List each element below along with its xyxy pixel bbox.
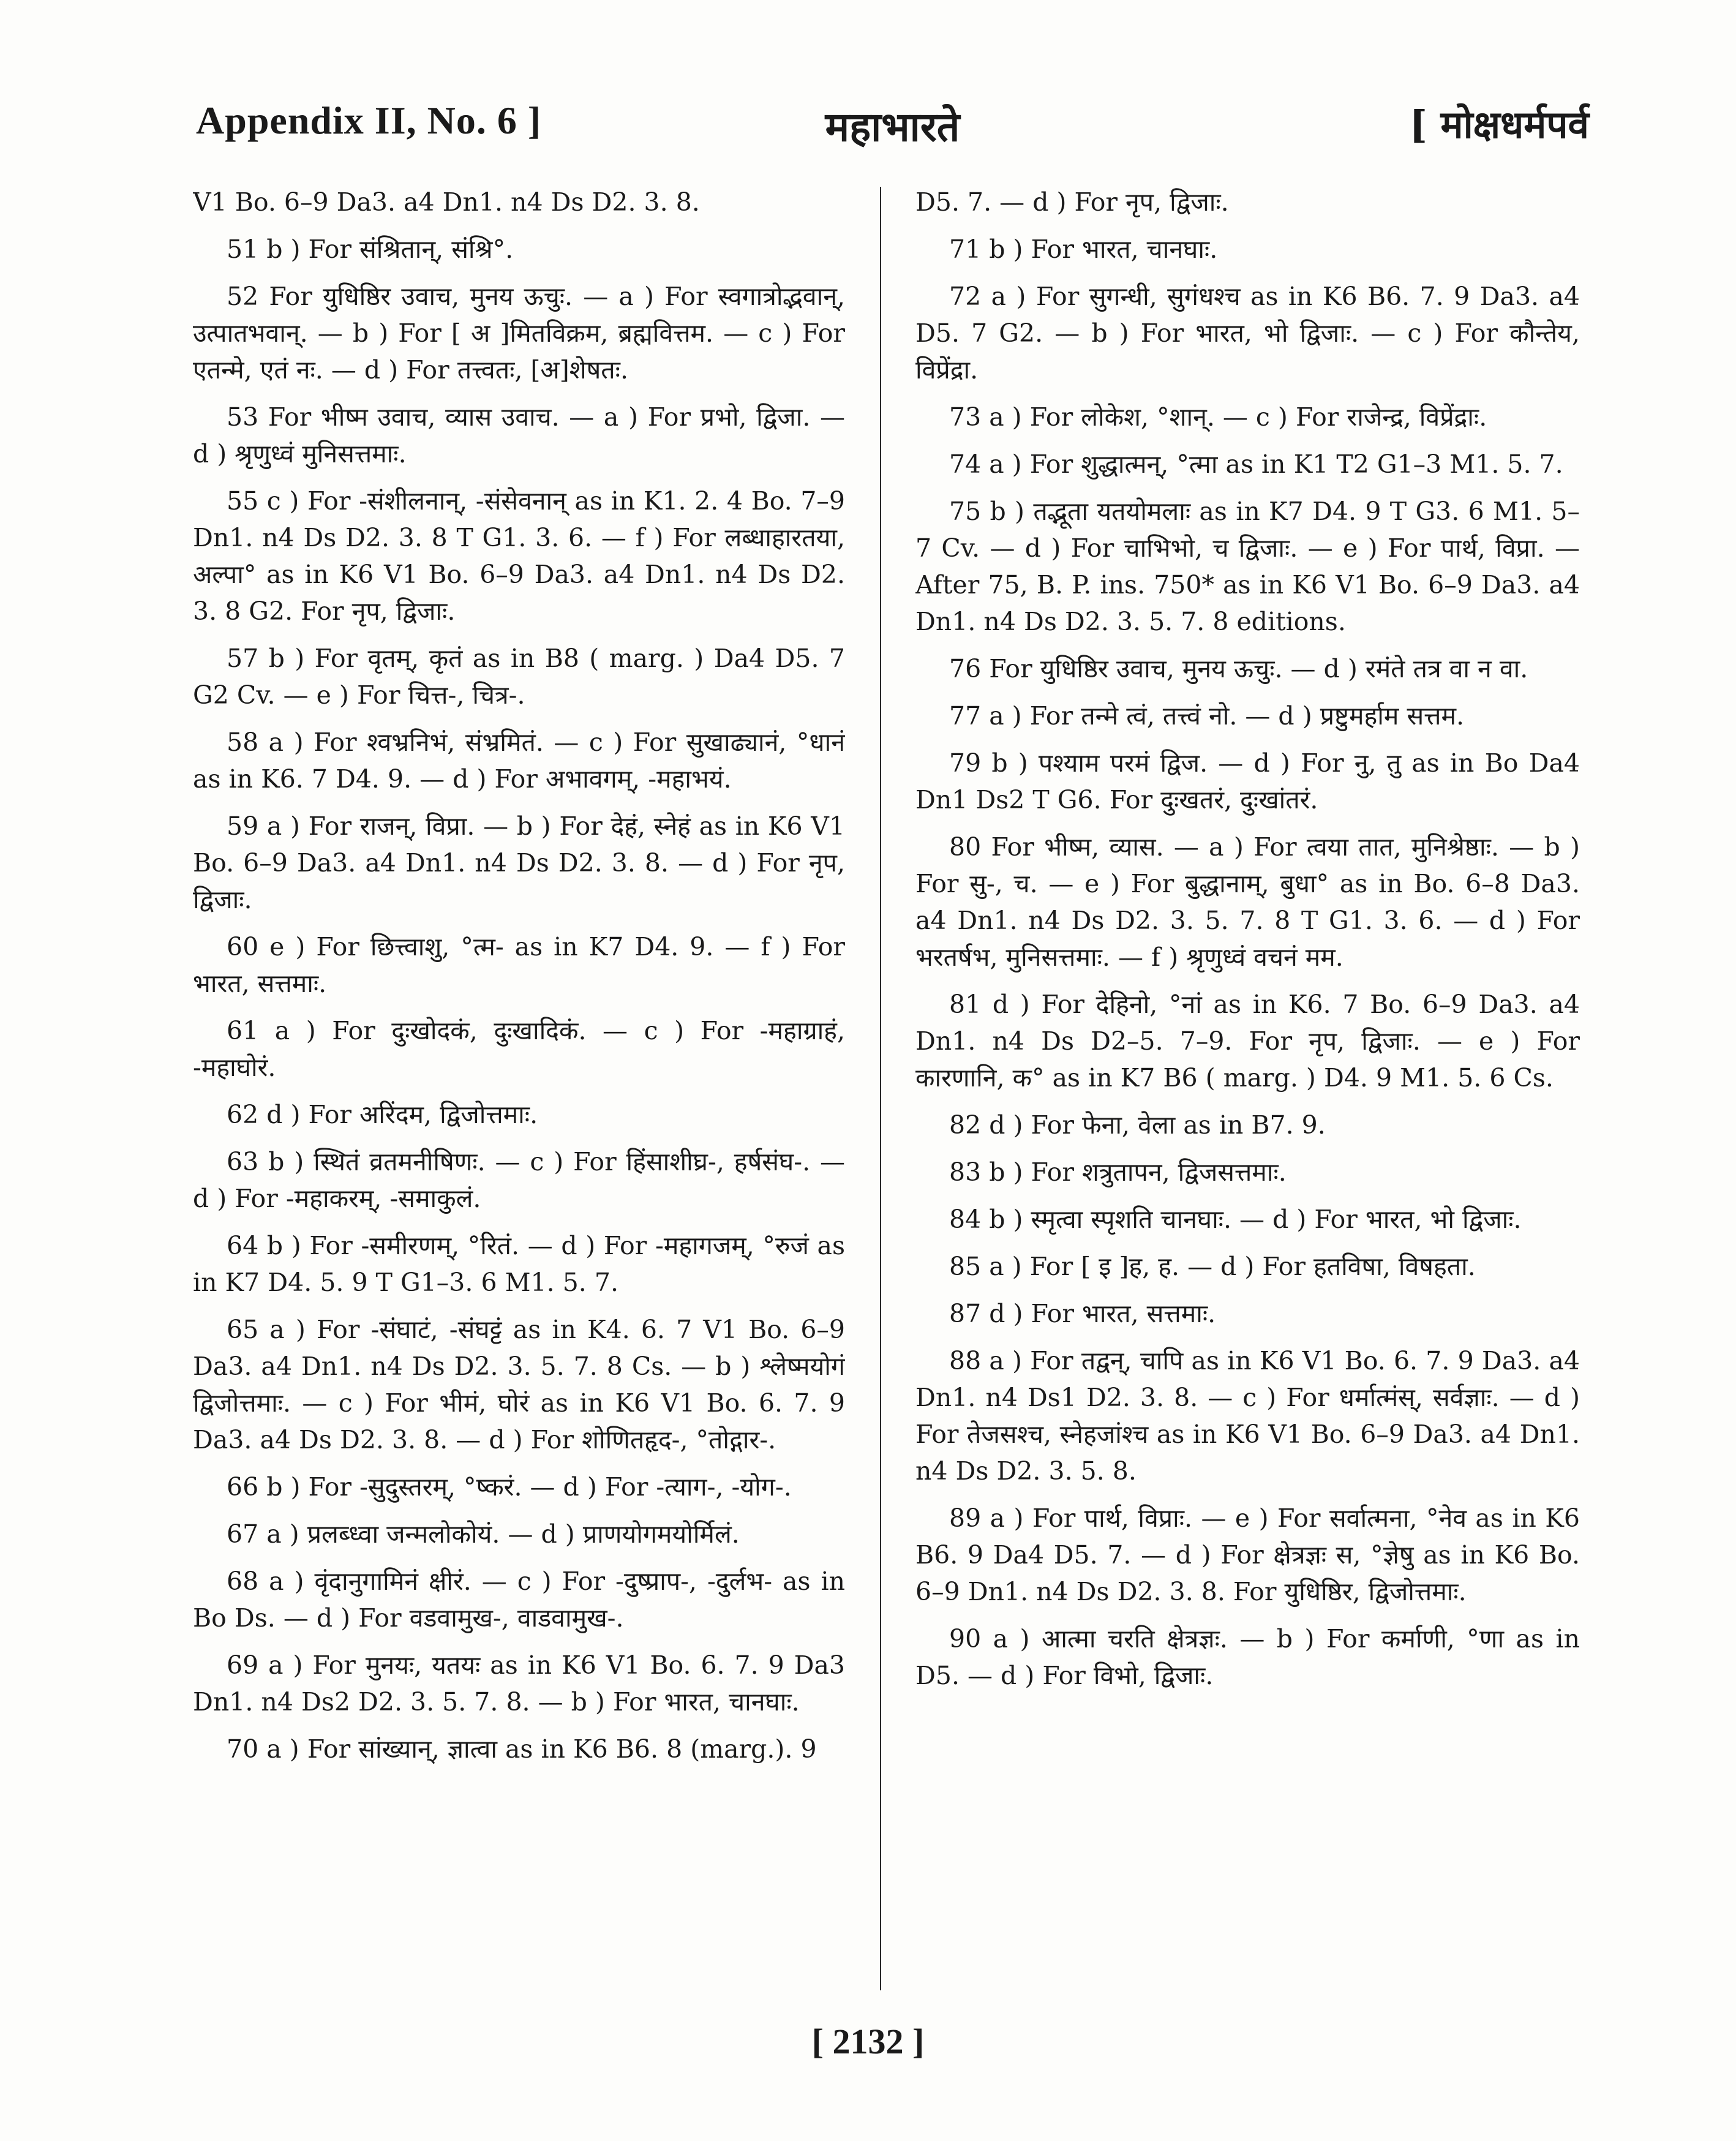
note-paragraph: 77 a ) For तन्मे त्वं, तत्त्वं नो. — d ) प्रष्टुमर्हाम सत्तम. — [949, 701, 1465, 731]
note-paragraph: 60 e ) For छित्त्वाशु, °त्म- as in K7 D4. 9. — f ) For भारत, सत्तमाः. — [193, 932, 845, 998]
note-paragraph: 88 a ) For तद्वन्, चापि as in K6 V1 Bo. 6. 7. 9 Da3. a4 Dn1. n4 Ds1 D2. 3. 8. — c ) For धर्मात्मंस्, सर्वज्ञाः. — d ) For तेजसश्च, स्नेहजांश्च as in K6 V1 Bo. 6–9 Da3. a4 Dn1. n4 Ds D2. 3. 5. 8. — [915, 1346, 1580, 1486]
note-paragraph: V1 Bo. 6–9 Da3. a4 Dn1. n4 Ds D2. 3. 8. — [193, 187, 700, 217]
note-paragraph: 71 b ) For भारत, चानघाः. — [949, 235, 1218, 264]
note-paragraph: 61 a ) For दुःखोदकं, दुःखादिकं. — c ) For -महाग्राहं, -महाघोरं. — [193, 1016, 845, 1082]
note-paragraph: 83 b ) For शत्रुतापन, द्विजसत्तमाः. — [949, 1157, 1287, 1187]
note-paragraph: 58 a ) For श्वभ्रनिभं, संभ्रमितं. — c ) For सुखाढ्यानं, °धानं as in K6. 7 D4. 9. — d ) For अभावगम्, -महाभयं. — [193, 728, 845, 794]
note-paragraph: 66 b ) For -सुदुस्तरम्, °ष्करं. — d ) For -त्याग-, -योग-. — [227, 1472, 792, 1502]
note-paragraph: 74 a ) For शुद्धात्मन्, °त्मा as in K1 T2 G1–3 M1. 5. 7. — [949, 450, 1563, 479]
note-paragraph: 59 a ) For राजन्, विप्रा. — b ) For देहं, स्नेहं as in K6 V1 Bo. 6–9 Da3. a4 Dn1. n4 Ds D2. 3. 8. — d ) For नृप, द्विजाः. — [193, 811, 845, 914]
note-paragraph: 65 a ) For -संघाटं, -संघट्टं as in K4. 6. 7 V1 Bo. 6–9 Da3. a4 Dn1. n4 Ds D2. 3. 5. 7. 8 Cs. — b ) श्लेष्मयोगं द्विजोत्तमाः. — c ) For भीमं, घोरं as in K6 V1 Bo. 6. 7. 9 Da3. a4 Ds D2. 3. 8. — d ) For शोणितहृद-, °तोद्गार-. — [193, 1315, 845, 1454]
note-paragraph: 84 b ) स्मृत्वा स्पृशति चानघाः. — d ) For भारत, भो द्विजाः. — [949, 1205, 1522, 1234]
note-paragraph: 80 For भीष्म, व्यास. — a ) For त्वया तात, मुनिश्रेष्ठाः. — b ) For सु-, च. — e ) For बुद्धानाम्, बुधा° as in Bo. 6–8 Da3. a4 Dn1. n4 Ds D2. 3. 5. 7. 8 T G1. 3. 6. — d ) For भरतर्षभ, मुनिसत्तमाः. — f ) श्रृणुध्वं वचनं मम. — [915, 832, 1580, 972]
note-paragraph: 62 d ) For अरिंदम, द्विजोत्तमाः. — [227, 1100, 538, 1129]
note-paragraph: 82 d ) For फेना, वेला as in B7. 9. — [949, 1110, 1326, 1140]
note-paragraph: 87 d ) For भारत, सत्तमाः. — [949, 1299, 1216, 1328]
right-column — [915, 184, 1580, 1996]
section-title: [ मोक्षधर्मपर्व — [1409, 102, 1589, 147]
note-paragraph: 52 For युधिष्ठिर उवाच, मुनय ऊचुः. — a ) For स्वगात्रोद्भवान्, उत्पातभवान्. — b ) For [ अ ]मितविक्रम, ब्रह्मवित्तम. — c ) For एतन्मे, एतं नः. — d ) For तत्त्वतः, [अ]शेषतः. — [193, 282, 845, 385]
note-paragraph: 89 a ) For पार्थ, विप्राः. — e ) For सर्वात्मना, °नेव as in K6 B6. 9 Da4 D5. 7. — d ) For क्षेत्रज्ञः स, °ज्ञेषु as in K6 Bo. 6–9 Dn1. n4 Ds D2. 3. 8. For युधिष्ठिर, द्विजोत्तमाः. — [915, 1503, 1580, 1606]
note-paragraph: 55 c ) For -संशीलनान्, -संसेवनान् as in K1. 2. 4 Bo. 7–9 Dn1. n4 Ds D2. 3. 8 T G1. 3. 6. — f ) For लब्धाहारतया, अल्पा° as in K6 V1 Bo. 6–9 Da3. a4 Dn1. n4 Ds D2. 3. 8 G2. For नृप, द्विजाः. — [193, 486, 845, 626]
note-paragraph: D5. 7. — d ) For नृप, द्विजाः. — [915, 187, 1229, 217]
page-number: [ 2132 ] — [811, 2022, 925, 2061]
note-paragraph: 70 a ) For सांख्यान्, ज्ञात्वा as in K6 B6. 8 (marg.). 9 — [227, 1734, 817, 1764]
note-paragraph: 51 b ) For संश्रितान्, संश्रि°. — [227, 235, 514, 264]
column-divider — [880, 187, 881, 1990]
left-column — [193, 184, 845, 1996]
note-paragraph: 63 b ) स्थितं व्रतमनीषिणः. — c ) For हिंसाशीघ्र-, हर्षसंघ-. — d ) For -महाकरम्, -समाकुलं. — [193, 1147, 845, 1213]
note-paragraph: 73 a ) For लोकेश, °शान्. — c ) For राजेन्द्र, विप्रेंद्राः. — [949, 402, 1487, 432]
page-header — [196, 92, 1589, 165]
note-paragraph: 69 a ) For मुनयः, यतयः as in K6 V1 Bo. 6. 7. 9 Da3 Dn1. n4 Ds2 D2. 3. 5. 7. 8. — b ) For भारत, चानघाः. — [193, 1650, 845, 1717]
note-paragraph: 57 b ) For वृतम्, कृतं as in B8 ( marg. ) Da4 D5. 7 G2 Cv. — e ) For चित्त-, चित्र-. — [193, 644, 845, 710]
note-paragraph: 53 For भीष्म उवाच, व्यास उवाच. — a ) For प्रभो, द्विजा. — d ) श्रृणुध्वं मुनिसत्तमाः. — [193, 402, 845, 468]
note-paragraph: 64 b ) For -समीरणम्, °रितं. — d ) For -महागजम्, °रुजं as in K7 D4. 5. 9 T G1–3. 6 M1. 5. 7. — [193, 1231, 845, 1297]
note-paragraph: 85 a ) For [ इ ]ह, ह. — d ) For हतविषा, विषहता. — [949, 1252, 1476, 1281]
book-title: महाभारते — [825, 103, 960, 151]
note-paragraph: 75 b ) तद्भूता यतयोमलाः as in K7 D4. 9 T G3. 6 M1. 5–7 Cv. — d ) For चाभिभो, च द्विजाः. — e ) For पार्थ, विप्रा. — After 75, B. P. ins. 750* as in K6 V1 Bo. 6–9 Da3. a4 Dn1. n4 Ds D2. 3. 5. 7. 8 editions. — [915, 497, 1580, 636]
note-paragraph: 68 a ) वृंदानुगामिनं क्षीरं. — c ) For -दुष्प्राप-, -दुर्लभ- as in Bo Ds. — d ) For वडवामुख-, वाडवामुख-. — [193, 1567, 845, 1633]
note-paragraph: 81 d ) For देहिनो, °नां as in K6. 7 Bo. 6–9 Da3. a4 Dn1. n4 Ds D2–5. 7–9. For नृप, द्विजाः. — e ) For कारणानि, क° as in K7 B6 ( marg. ) D4. 9 M1. 5. 6 Cs. — [915, 990, 1580, 1093]
note-paragraph: 67 a ) प्रलब्ध्वा जन्मलोकोयं. — d ) प्राणयोगमयोर्मिलं. — [227, 1519, 740, 1549]
note-paragraph: 76 For युधिष्ठिर उवाच, मुनय ऊचुः. — d ) रमंते तत्र वा न वा. — [949, 654, 1528, 683]
note-paragraph: 90 a ) आत्मा चरति क्षेत्रज्ञः. — b ) For कर्माणी, °णा as in D5. — d ) For विभो, द्विजाः. — [915, 1624, 1580, 1690]
note-paragraph: 72 a ) For सुगन्धी, सुगंधश्च as in K6 B6. 7. 9 Da3. a4 D5. 7 G2. — b ) For भारत, भो द्विजाः. — c ) For कौन्तेय, विप्रेंद्रा. — [915, 282, 1580, 385]
appendix-label: Appendix II, No. 6 ] — [196, 99, 542, 142]
note-paragraph: 79 b ) पश्याम परमं द्विज. — d ) For नु, तु as in Bo Da4 Dn1 Ds2 T G6. For दुःखतरं, दुःखांतरं. — [915, 748, 1580, 815]
